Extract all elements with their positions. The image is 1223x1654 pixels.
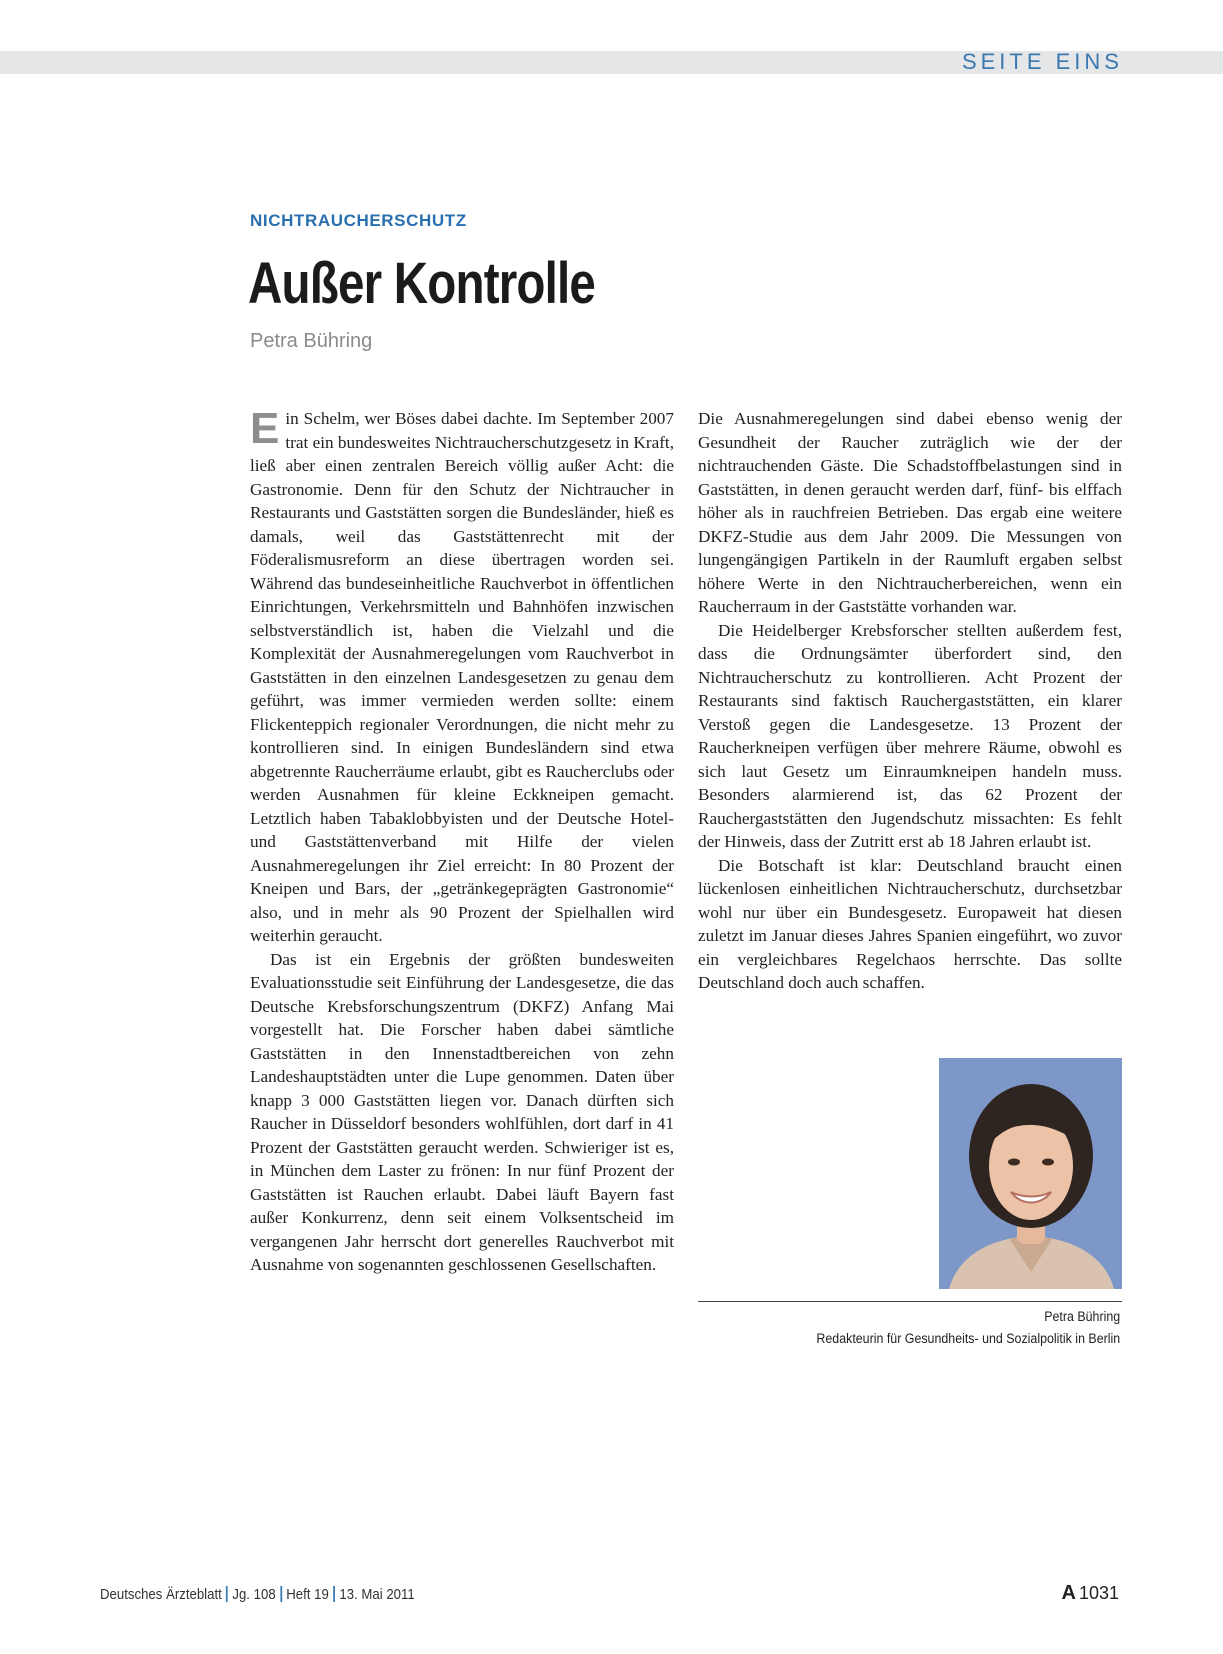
volume: Jg. 108 — [232, 1586, 276, 1603]
issue: Heft 19 — [286, 1586, 329, 1603]
article-column-right — [698, 407, 1122, 995]
author-caption — [790, 1306, 1120, 1350]
footer-separator — [226, 1586, 228, 1602]
article-kicker: NICHTRAUCHERSCHUTZ — [250, 211, 467, 230]
author-name: Petra Bühring — [1044, 1309, 1120, 1324]
page-number — [1062, 1582, 1120, 1605]
footer-separator — [333, 1586, 335, 1602]
article-paragraph: Die Heidelberger Krebsforscher stellten außerdem fest, dass die Ordnungsämter überfordert sind, den Nichtraucherschutz zu kontrollieren. Acht Prozent der Restaurants sind faktisch Rauchergaststätten, ein klarer Verstoß gegen die Landesgesetze. 13 Prozent der Raucherkneipen verfügen über mehrere Räume, obwohl es sich laut Gesetz um Einraumkneipen handeln muss. Besonders alarmierend ist, das 62 Prozent der Rauchergaststätten den Jugendschutz missachten: Es fehlt der Hinweis, dass der Zutritt erst ab 18 Jahren erlaubt ist. — [698, 620, 1122, 851]
issue-date: 13. Mai 2011 — [339, 1586, 415, 1603]
author-photo — [939, 1058, 1122, 1289]
article-paragraph — [250, 404, 674, 948]
footer-separator — [280, 1586, 282, 1602]
paragraph-text: in Schelm, wer Böses dabei dachte. Im September 2007 trat ein bundesweites Nichtraucherschutzgesetz in Kraft, ließ aber einen zentralen Bereich völlig außer Acht: die Gastronomie. Denn für den Schutz der Nichtraucher in Restaurants und Gaststätten sorgen die Bundesländer, hieß es damals, weil das Gaststättenrecht mit der Föderalismusreform an diese übertragen worden sei. Während das bundeseinheitliche Rauchverbot in öffentlichen Einrichtungen, Verkehrsmitteln und Bahnhöfen inzwischen selbstverständlich ist, haben die Vielzahl und die Komplexität der Ausnahmeregelungen vom Rauchverbot in Gaststätten in den einzelnen Landesgesetzen zu genau dem geführt, was immer vermieden werden sollte: einem Flickenteppich regionaler Verordnungen, die nicht mehr zu kontrollieren sind. In einigen Bundesländern sind etwa abgetrennte Raucherräume erlaubt, gibt es Raucherclubs oder werden Ausnahmen für kleine Eckkneipen gemacht. Letztlich haben Tabaklobbyisten und der Deutsche Hotel- und Gaststättenverband mit Hilfe der vielen Ausnahmeregelungen ihr Ziel erreicht: In 80 Prozent der Kneipen und Bars, der „getränkegeprägten Gastronomie“ also, und in mehr als 90 Prozent der Spielhallen wird weiterhin geraucht. — [250, 409, 674, 945]
author-role: Redakteurin für Gesundheits- und Sozialpolitik in Berlin — [816, 1331, 1120, 1346]
section-label: SEITE EINS — [961, 49, 1123, 74]
article-paragraph: Die Botschaft ist klar: Deutschland braucht einen lückenlosen einheitlichen Nichtraucherschutz, durchsetzbar wohl nur über ein Bundesgesetz. Europaweit hat diesen zuletzt im Januar dieses Jahres Spanien eingeführt, wo zuvor ein vergleichbares Regelchaos herrschte. Das sollte Deutschland doch auch schaffen. — [698, 855, 1122, 992]
article-title: Außer Kontrolle — [248, 251, 596, 316]
page-number-value: 1031 — [1078, 1583, 1119, 1603]
article-paragraph: Die Ausnahmeregelungen sind dabei ebenso wenig der Gesundheit der Raucher zuträglich wie der der nichtrauchenden Gäste. Die Schadstoffbelastungen sind in Gaststätten, in denen geraucht werden darf, fünf- bis elffach höher als in rauchfreien Betrieben. Das ergab eine weitere DKFZ-Studie aus dem Jahr 2009. Die Messungen von lungengängigen Partikeln in der Raumluft ergaben selbst höhere Werte in den Nichtraucherbereichen, wenn ein Raucherraum in der Gaststätte vorhanden war. — [698, 409, 1122, 616]
footer-citation — [100, 1586, 415, 1603]
article-column-left — [250, 404, 674, 1277]
article-byline: Petra Bühring — [250, 330, 373, 352]
caption-divider — [698, 1301, 1122, 1302]
journal-name: Deutsches Ärzteblatt — [100, 1586, 222, 1603]
page-prefix: A — [1061, 1582, 1076, 1604]
drop-cap: E — [250, 404, 280, 453]
article-paragraph: Das ist ein Ergebnis der größten bundesweiten Evaluationsstudie seit Einführung der Landesgesetze, die das Deutsche Krebsforschungszentrum (DKFZ) Anfang Mai vorgestellt hat. Die Forscher haben dabei sämtliche Gaststätten in den Innenstadtbereichen von zehn Landeshauptstädten unter die Lupe genommen. Daten über knapp 3 000 Gaststätten liegen vor. Danach dürften sich Raucher in Düsseldorf besonders wohlfühlen, dort darf in 41 Prozent der Gaststätten geraucht werden. Schwieriger ist es, in München dem Laster zu frönen: In nur fünf Prozent der Gaststätten ist Rauchen erlaubt. Dabei läuft Bayern fast außer Konkurrenz, denn seit einem Volksentscheid im vergangenen Jahr herrscht dort generelles Rauchverbot mit Ausnahme von sogenannten geschlossenen Gesellschaften. — [250, 949, 674, 1274]
